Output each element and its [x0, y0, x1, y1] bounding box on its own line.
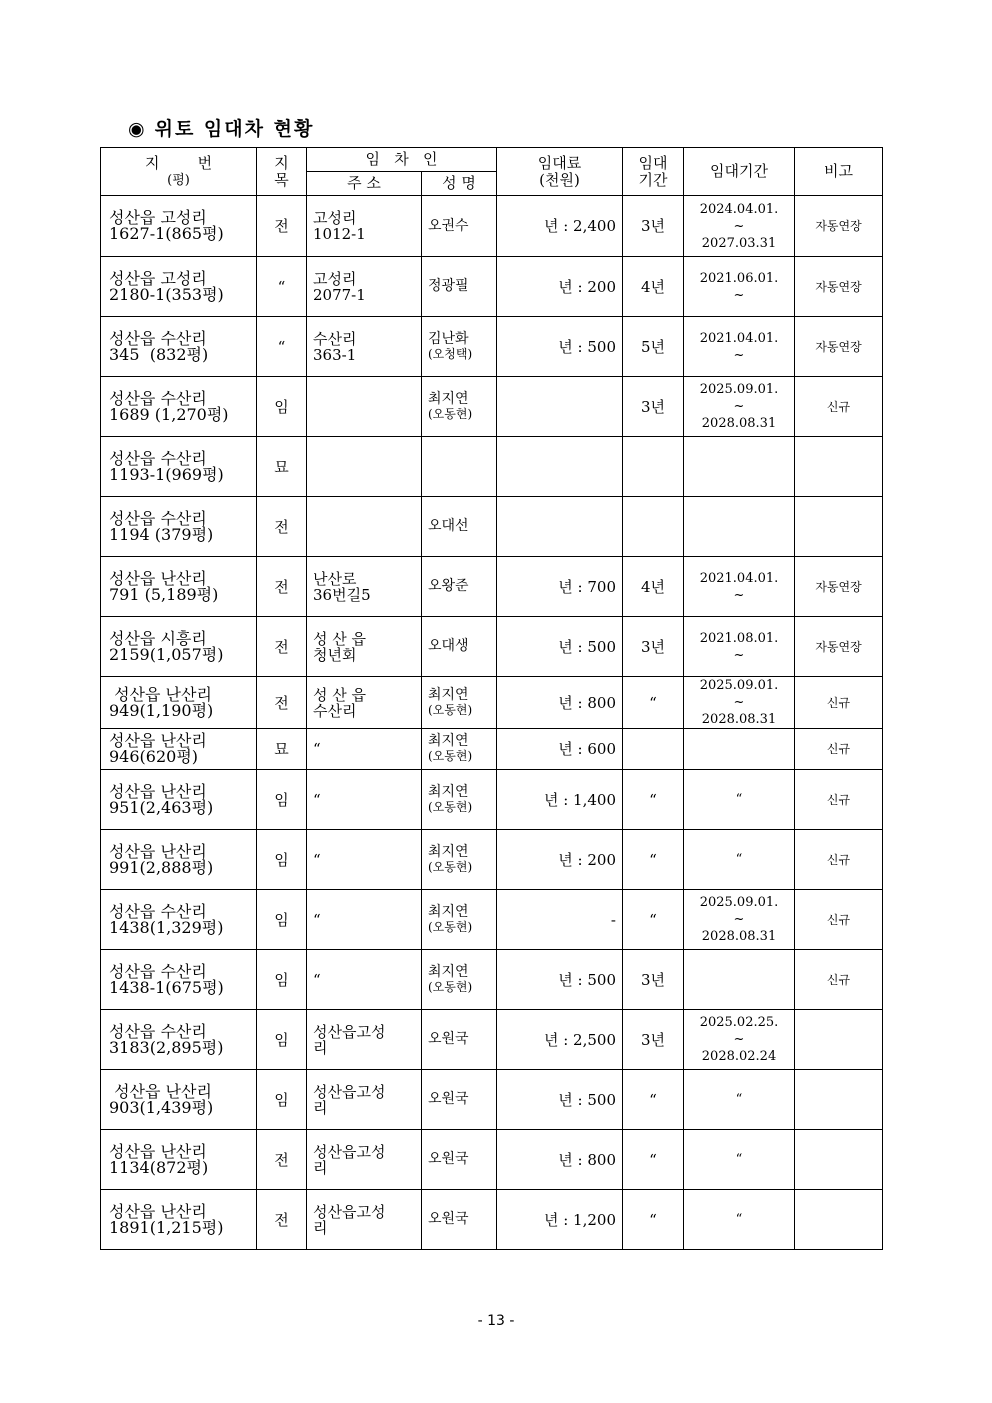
tenant-address-cell: “ — [307, 830, 422, 890]
land-cell — [101, 1130, 257, 1190]
period-tilde: ~ — [733, 347, 745, 363]
period-cell — [684, 830, 795, 890]
land-cell — [101, 257, 257, 317]
tenant-name: 최지연 — [428, 963, 469, 980]
tenant-name: 최지연 — [428, 903, 469, 920]
jimok-cell: 임 — [257, 830, 307, 890]
tenant-name: 오원국 — [428, 1151, 469, 1167]
land-location: 성산읍 고성리 — [109, 268, 207, 288]
header-term: 임대 기간 — [623, 148, 684, 196]
term-cell — [623, 437, 684, 497]
tenant-name: 오대선 — [428, 518, 469, 534]
tenant-address-cell — [307, 497, 422, 557]
rent-cell: 년 : 800 — [497, 1130, 623, 1190]
land-cell — [101, 1070, 257, 1130]
period-end: 2028.02.24 — [701, 1049, 777, 1064]
land-number: 1891(1,215평) — [109, 1217, 224, 1237]
page-number: - 13 - — [477, 1313, 515, 1329]
tenant-name-sub: (오동현) — [428, 702, 473, 717]
tenant-name: 최지연 — [428, 390, 469, 407]
land-cell — [101, 950, 257, 1010]
tenant-name-sub: (오동현) — [428, 749, 473, 763]
land-cell — [101, 770, 257, 830]
period-cell — [684, 677, 795, 729]
note-cell — [795, 437, 883, 497]
jimok-cell: 전 — [257, 1130, 307, 1190]
jimok-cell: 묘 — [257, 729, 307, 770]
tenant-name-cell — [422, 950, 497, 1010]
period-start: “ — [735, 792, 743, 807]
period-tilde: ~ — [733, 399, 745, 414]
period-end: 2027.03.31 — [701, 235, 777, 251]
note-cell: 자동연장 — [795, 317, 883, 377]
tenant-name-cell — [422, 617, 497, 677]
rent-cell: 년 : 200 — [497, 257, 623, 317]
period-start: 2021.08.01. — [699, 630, 779, 646]
jimok-cell: 전 — [257, 677, 307, 729]
tenant-name-cell — [422, 497, 497, 557]
note-cell — [795, 1070, 883, 1130]
period-end: 2028.08.31 — [701, 712, 777, 727]
jimok-cell: 임 — [257, 770, 307, 830]
header-rent: 임대료 (천원) — [497, 148, 623, 196]
section-title-text: 위토 임대차 현황 — [154, 118, 315, 140]
land-cell — [101, 729, 257, 770]
jimok-cell: 전 — [257, 196, 307, 257]
period-cell — [684, 950, 795, 1010]
land-cell — [101, 617, 257, 677]
term-cell: “ — [623, 770, 684, 830]
section-title — [128, 114, 314, 141]
note-cell: 자동연장 — [795, 196, 883, 257]
period-start: “ — [735, 852, 743, 867]
land-number: 949(1,190평) — [109, 700, 214, 720]
note-cell: 자동연장 — [795, 257, 883, 317]
term-cell: “ — [623, 830, 684, 890]
land-cell — [101, 830, 257, 890]
land-number: 1438-1(675평) — [109, 977, 224, 997]
land-cell — [101, 196, 257, 257]
tenant-name-cell — [422, 1190, 497, 1250]
land-location: 성산읍 시흥리 — [109, 628, 207, 648]
tenant-name: 오원국 — [428, 1211, 469, 1227]
note-cell: 신규 — [795, 950, 883, 1010]
rent-cell: 년 : 2,500 — [497, 1010, 623, 1070]
land-location: 성산읍 수산리 — [109, 508, 207, 528]
land-number: 1134(872평) — [109, 1157, 209, 1177]
land-location: 성산읍 난산리 — [109, 568, 207, 588]
term-cell — [623, 729, 684, 770]
term-cell: “ — [623, 1070, 684, 1130]
tenant-address-cell: 성 산 읍 수산리 — [307, 677, 422, 729]
term-cell: “ — [623, 1130, 684, 1190]
term-cell: 3년 — [623, 950, 684, 1010]
header-name: 성 명 — [422, 172, 497, 196]
land-number: 991(2,888평) — [109, 857, 214, 877]
jimok-cell: 전 — [257, 557, 307, 617]
land-number: 345 (832평) — [109, 344, 209, 364]
tenant-address-cell: 고성리 2077-1 — [307, 257, 422, 317]
period-tilde: ~ — [733, 647, 745, 663]
tenant-name-cell — [422, 729, 497, 770]
period-start: 2021.04.01. — [699, 570, 779, 586]
table-row — [101, 950, 883, 1010]
period-cell — [684, 1010, 795, 1070]
tenant-address-cell: “ — [307, 770, 422, 830]
table-row — [101, 196, 883, 257]
term-cell: “ — [623, 890, 684, 950]
period-cell — [684, 729, 795, 770]
table-row — [101, 557, 883, 617]
tenant-name: 김난화 — [428, 330, 469, 347]
term-cell: 3년 — [623, 196, 684, 257]
period-tilde: ~ — [733, 587, 745, 603]
land-number: 1193-1(969평) — [109, 464, 224, 484]
jimok-cell: 전 — [257, 1190, 307, 1250]
land-number: 1194 (379평) — [109, 524, 214, 544]
table-row — [101, 437, 883, 497]
land-number: 3183(2,895평) — [109, 1037, 224, 1057]
land-cell — [101, 1010, 257, 1070]
table-row — [101, 317, 883, 377]
term-cell: 4년 — [623, 557, 684, 617]
period-start: 2025.09.01. — [699, 678, 779, 693]
tenant-name-sub: (오동현) — [428, 859, 473, 874]
rent-cell — [497, 497, 623, 557]
land-cell — [101, 677, 257, 729]
period-tilde: ~ — [733, 218, 745, 234]
term-cell: “ — [623, 1190, 684, 1250]
table-row — [101, 1190, 883, 1250]
tenant-name: 정광필 — [428, 278, 469, 294]
table-row — [101, 497, 883, 557]
note-cell: 신규 — [795, 890, 883, 950]
rent-cell — [497, 437, 623, 497]
period-start: “ — [735, 1152, 743, 1167]
bullet-icon: ◉ — [128, 118, 147, 140]
tenant-name: 오권수 — [428, 217, 469, 234]
tenant-address-cell — [307, 377, 422, 437]
header-note: 비고 — [795, 148, 883, 196]
period-cell — [684, 1070, 795, 1130]
tenant-address-cell: 수산리 363-1 — [307, 317, 422, 377]
land-number: 1689 (1,270평) — [109, 404, 229, 424]
land-cell — [101, 557, 257, 617]
tenant-name-cell — [422, 890, 497, 950]
period-cell — [684, 437, 795, 497]
rent-cell: 년 : 500 — [497, 1070, 623, 1130]
table-row — [101, 830, 883, 890]
tenant-name: 오왕준 — [428, 578, 469, 594]
tenant-address-cell: “ — [307, 950, 422, 1010]
period-cell — [684, 497, 795, 557]
tenant-address-cell: 성산읍고성 리 — [307, 1010, 422, 1070]
land-cell — [101, 317, 257, 377]
jimok-cell: 임 — [257, 1010, 307, 1070]
period-start: 2025.09.01. — [699, 382, 779, 397]
table-row — [101, 377, 883, 437]
rent-cell: 년 : 2,400 — [497, 196, 623, 257]
note-cell: 신규 — [795, 377, 883, 437]
table-row — [101, 1010, 883, 1070]
tenant-address-cell: 성산읍고성 리 — [307, 1190, 422, 1250]
period-cell — [684, 557, 795, 617]
tenant-name: 최지연 — [428, 843, 469, 860]
rent-cell: - — [497, 890, 623, 950]
period-end: 2028.08.31 — [701, 929, 777, 944]
land-number: 951(2,463평) — [109, 797, 214, 817]
period-start: 2024.04.01. — [699, 201, 779, 217]
land-location: 성산읍 난산리 — [109, 1201, 207, 1221]
rent-cell — [497, 377, 623, 437]
land-location: 성산읍 난산리 — [109, 841, 207, 861]
tenant-name-cell — [422, 377, 497, 437]
period-cell — [684, 1190, 795, 1250]
land-location: 성산읍 수산리 — [109, 448, 207, 468]
tenant-name-sub: (오동현) — [428, 406, 473, 421]
period-end: 2028.08.31 — [701, 416, 777, 431]
land-location: 성산읍 난산리 — [109, 684, 212, 704]
period-cell — [684, 1130, 795, 1190]
header-period: 임대기간 — [684, 148, 795, 196]
term-cell: 4년 — [623, 257, 684, 317]
table-row — [101, 890, 883, 950]
period-cell — [684, 317, 795, 377]
note-cell — [795, 1190, 883, 1250]
rent-cell: 년 : 500 — [497, 617, 623, 677]
table-row — [101, 770, 883, 830]
tenant-address-cell: “ — [307, 729, 422, 770]
note-cell: 자동연장 — [795, 617, 883, 677]
land-number: 2159(1,057평) — [109, 644, 224, 664]
tenant-name-cell — [422, 1130, 497, 1190]
tenant-name: 오대생 — [428, 638, 469, 654]
period-start: 2021.06.01. — [699, 270, 779, 286]
rent-cell: 년 : 500 — [497, 317, 623, 377]
land-cell — [101, 1190, 257, 1250]
period-cell — [684, 196, 795, 257]
tenant-name-sub: (오동현) — [428, 919, 473, 934]
land-location: 성산읍 난산리 — [109, 1081, 212, 1101]
tenant-name-cell — [422, 830, 497, 890]
header-jibeon: 지 번 (평) — [101, 148, 257, 196]
table-row — [101, 1070, 883, 1130]
table-body — [101, 196, 883, 1250]
period-tilde: ~ — [733, 912, 745, 927]
land-number: 2180-1(353평) — [109, 284, 224, 304]
tenant-name-cell — [422, 257, 497, 317]
period-cell — [684, 257, 795, 317]
term-cell: 5년 — [623, 317, 684, 377]
tenant-address-cell: 성 산 읍 청년회 — [307, 617, 422, 677]
tenant-name-cell — [422, 677, 497, 729]
land-location: 성산읍 수산리 — [109, 901, 207, 921]
term-cell: 3년 — [623, 377, 684, 437]
rent-cell: 년 : 1,400 — [497, 770, 623, 830]
land-location: 성산읍 고성리 — [109, 208, 207, 227]
land-location: 성산읍 수산리 — [109, 388, 207, 408]
tenant-address-cell: 고성리 1012-1 — [307, 196, 422, 257]
term-cell — [623, 497, 684, 557]
tenant-name: 최지연 — [428, 686, 469, 703]
land-location: 성산읍 난산리 — [109, 731, 207, 750]
period-cell — [684, 617, 795, 677]
table-row — [101, 617, 883, 677]
tenant-address-cell: 성산읍고성 리 — [307, 1130, 422, 1190]
note-cell: 자동연장 — [795, 557, 883, 617]
land-number: 791 (5,189평) — [109, 584, 219, 604]
jimok-cell: 임 — [257, 890, 307, 950]
rent-cell: 년 : 700 — [497, 557, 623, 617]
tenant-name-cell — [422, 557, 497, 617]
rent-cell: 년 : 800 — [497, 677, 623, 729]
tenant-name: 최지연 — [428, 783, 469, 800]
note-cell: 신규 — [795, 770, 883, 830]
period-start: 2021.04.01. — [699, 330, 779, 346]
tenant-name: 최지연 — [428, 733, 469, 749]
jimok-cell: “ — [257, 317, 307, 377]
header-jimok: 지 목 — [257, 148, 307, 196]
tenant-name-cell — [422, 196, 497, 257]
tenant-address-cell — [307, 437, 422, 497]
period-cell — [684, 890, 795, 950]
tenant-name-cell — [422, 1010, 497, 1070]
rent-cell: 년 : 600 — [497, 729, 623, 770]
period-cell — [684, 377, 795, 437]
table-header-row — [101, 148, 883, 172]
note-cell — [795, 1010, 883, 1070]
term-cell: “ — [623, 677, 684, 729]
tenant-name-sub: (오동현) — [428, 799, 473, 814]
period-start: “ — [735, 1212, 743, 1227]
tenant-name-sub: (오청택) — [428, 346, 473, 361]
tenant-address-cell: 성산읍고성 리 — [307, 1070, 422, 1130]
jimok-cell: 임 — [257, 1070, 307, 1130]
jimok-cell: 임 — [257, 377, 307, 437]
tenant-address-cell: “ — [307, 890, 422, 950]
land-location: 성산읍 수산리 — [109, 328, 207, 348]
note-cell: 신규 — [795, 729, 883, 770]
tenant-name-sub: (오동현) — [428, 979, 473, 994]
note-cell: 신규 — [795, 830, 883, 890]
term-cell: 3년 — [623, 1010, 684, 1070]
jimok-cell: 묘 — [257, 437, 307, 497]
period-tilde: ~ — [733, 287, 745, 303]
note-cell — [795, 497, 883, 557]
period-start: 2025.02.25. — [699, 1015, 779, 1030]
tenant-name-cell — [422, 437, 497, 497]
table-row — [101, 729, 883, 770]
jimok-cell: 전 — [257, 497, 307, 557]
period-cell — [684, 770, 795, 830]
tenant-name-cell — [422, 317, 497, 377]
land-number: 903(1,439평) — [109, 1097, 214, 1117]
land-location: 성산읍 수산리 — [109, 961, 207, 981]
table-row — [101, 257, 883, 317]
note-cell: 신규 — [795, 677, 883, 729]
tenant-name-cell — [422, 770, 497, 830]
tenant-name: 오원국 — [428, 1091, 469, 1107]
note-cell — [795, 1130, 883, 1190]
period-start: 2025.09.01. — [699, 895, 779, 910]
period-tilde: ~ — [733, 695, 745, 710]
tenant-address-cell: 난산로 36번길5 — [307, 557, 422, 617]
jimok-cell: 임 — [257, 950, 307, 1010]
jimok-cell: “ — [257, 257, 307, 317]
land-location: 성산읍 난산리 — [109, 1141, 207, 1161]
land-number: 1438(1,329평) — [109, 917, 224, 937]
jimok-cell: 전 — [257, 617, 307, 677]
table-row — [101, 677, 883, 729]
period-tilde: ~ — [733, 1032, 745, 1047]
land-cell — [101, 437, 257, 497]
lease-table — [100, 147, 883, 1250]
land-cell — [101, 890, 257, 950]
land-number: 1627-1(865평) — [109, 224, 224, 243]
term-cell: 3년 — [623, 617, 684, 677]
land-location: 성산읍 수산리 — [109, 1021, 207, 1041]
land-cell — [101, 377, 257, 437]
tenant-name-cell — [422, 1070, 497, 1130]
land-location: 성산읍 난산리 — [109, 781, 207, 801]
land-number: 946(620평) — [109, 747, 199, 766]
rent-cell: 년 : 1,200 — [497, 1190, 623, 1250]
table-row — [101, 1130, 883, 1190]
land-cell — [101, 497, 257, 557]
header-address: 주 소 — [307, 172, 422, 196]
tenant-name: 오원국 — [428, 1031, 469, 1047]
rent-cell: 년 : 500 — [497, 950, 623, 1010]
rent-cell: 년 : 200 — [497, 830, 623, 890]
period-start: “ — [735, 1092, 743, 1107]
header-tenant: 임 차 인 — [307, 148, 497, 172]
